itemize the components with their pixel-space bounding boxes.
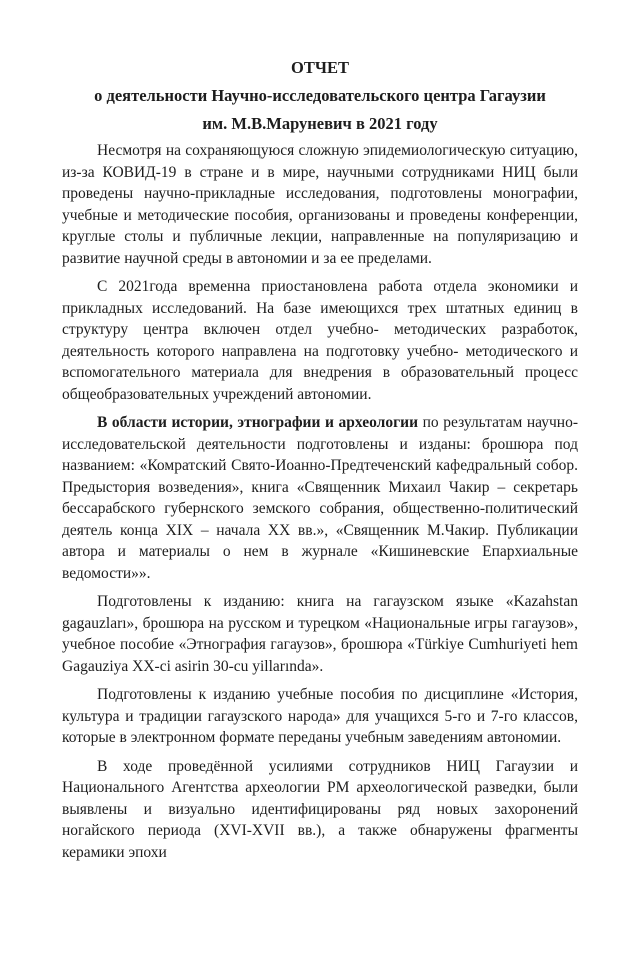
paragraph-5-text: Подготовлены к изданию учебные пособия по дисциплине «История, культура и традиции гагаузского народа» для учащихся 5-го и 7-го классов, которые в электронном формате переданы учебным заведениям автономии.: [62, 686, 578, 746]
paragraph-2: [62, 276, 578, 405]
paragraph-3: [62, 412, 578, 584]
paragraph-3-text: по результатам научно-исследовательской деятельности подготовлены и изданы: брошюра под названием: «Комратский Свято-Иоанно-Предтеченский кафедральный собор. Предыстория возведения», книга «Священник Михаил Чакир – секретарь бессарабского губернского земского собрания, общественно-политический деятель конца XIX – начала XX вв.», «Священник М.Чакир. Публикации автора и материалы о нем в журнале «Кишиневские Епархиальные ведомости»».: [62, 414, 578, 582]
document-title: [62, 54, 578, 138]
paragraph-6: [62, 756, 578, 864]
title-line-subject: о деятельности Научно-исследовательского центра Гагаузии: [94, 86, 546, 105]
paragraph-5: [62, 684, 578, 749]
paragraph-3-lead: В области истории, этнографии и археологии: [97, 414, 419, 431]
paragraph-1-text: Несмотря на сохраняющуюся сложную эпидемиологическую ситуацию, из-за КОВИД-19 в стране и в мире, научными сотрудниками НИЦ были проведены научно-прикладные исследования, подготовлены монографии, учебные и методические пособия, организованы и проведены конференции, круглые столы и публичные лекции, направленные на популяризацию и развитие научной среды в автономии и за ее пределами.: [62, 142, 578, 267]
title-line-year: им. М.В.Маруневич в 2021 году: [202, 114, 438, 133]
paragraph-4: [62, 591, 578, 677]
paragraph-2-text: С 2021года временна приостановлена работа отдела экономики и прикладных исследований. На базе имеющихся трех штатных единиц в структуру центра включен отдел учебно- методических разработок, деятельность которого направлена на подготовку учебно- методического и вспомогательного материала для внедрения в образовательный процесс общеобразовательных учреждений автономии.: [62, 278, 578, 403]
title-line-report: ОТЧЕТ: [291, 58, 349, 77]
paragraph-4-text: Подготовлены к изданию: книга на гагаузском языке «Kazahstan gagauzları», брошюра на русском и турецком «Национальные игры гагаузов», учебное пособие «Этнография гагаузов», брошюра «Türkiye Cumhuriyeti hem Gagauziya XX-ci asirin 30-cu yillarında».: [62, 593, 578, 675]
document-body: [62, 140, 578, 863]
paragraph-1: [62, 140, 578, 269]
paragraph-6-text: В ходе проведённой усилиями сотрудников НИЦ Гагаузии и Национального Агентства археологии РМ археологической разведки, были выявлены и визуально идентифицированы ряд новых захоронений ногайского периода (XVI-XVII вв.), а также обнаружены фрагменты керамики эпохи: [62, 757, 578, 861]
